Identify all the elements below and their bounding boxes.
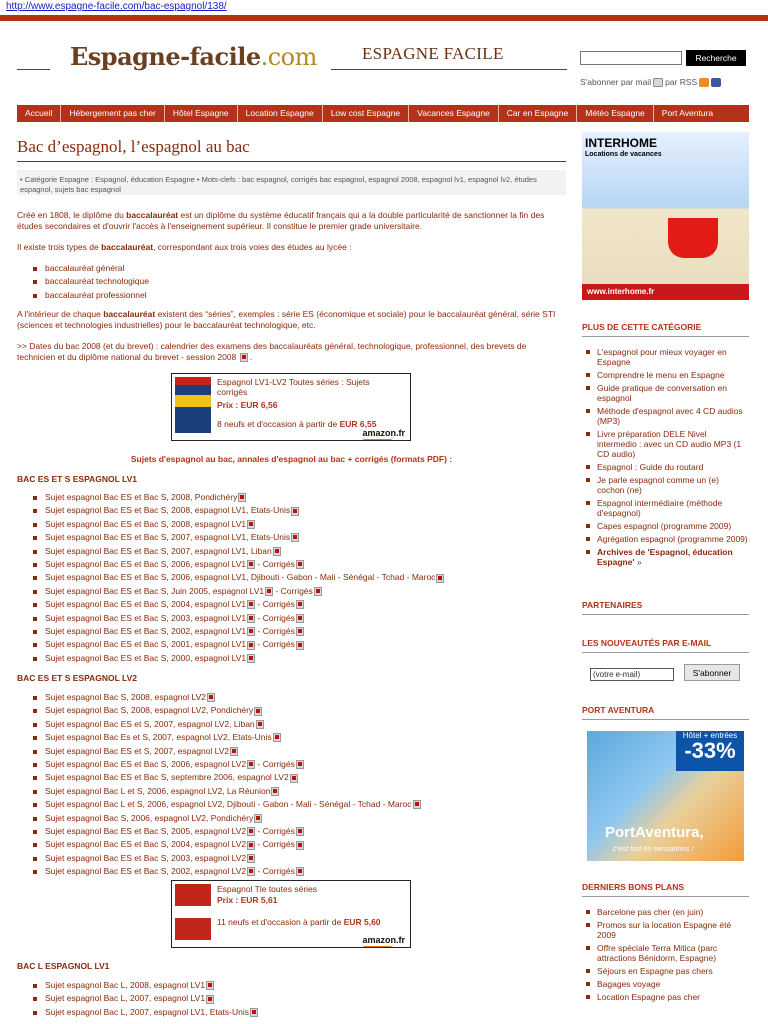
book-cover-image <box>175 884 211 940</box>
search-button[interactable]: Recherche <box>686 50 746 66</box>
pdf-icon <box>240 353 248 362</box>
sidebar-list-item <box>582 943 748 963</box>
ad-url: www.interhome.fr <box>582 284 749 300</box>
subject-list-item <box>30 865 421 878</box>
pdf-icon[interactable] <box>273 547 281 556</box>
pdf-icon[interactable] <box>247 841 255 850</box>
newsletter-subscribe-button[interactable]: S'abonner <box>684 664 740 681</box>
archives-link[interactable]: Archives de 'Espagnol, éducation Espagne' <box>597 547 733 567</box>
lv1-subjects-list <box>30 491 444 665</box>
corrections-link[interactable]: - Corrigés <box>255 839 295 850</box>
subscribe-row <box>580 77 721 87</box>
list-item: baccalauréat général <box>30 262 149 275</box>
subject-link[interactable]: Sujet espagnol Bac ES et Bac S, 2007, espagnol LV1, Etats-Unis <box>45 532 291 543</box>
nav-item-hotel[interactable]: Hôtel Espagne <box>165 105 238 122</box>
sidebar-list-item <box>582 521 748 531</box>
page-url-link[interactable]: http://www.espagne-facile.com/bac-espagnol/138/ <box>6 1 227 12</box>
subject-list-item <box>30 491 444 504</box>
subject-list-item <box>30 771 421 784</box>
sidebar-link[interactable]: Espagnol intermédiaire (méthode d'espagnol) <box>597 498 723 518</box>
subject-link[interactable]: Sujet espagnol Bac ES et S, 2007, espagnol LV2 <box>45 745 230 756</box>
subject-link[interactable]: Sujet espagnol Bac L et S, 2006, espagnol LV2, Djibouti - Gabon - Mali - Sénégal - Tchad - Maroc <box>45 799 412 810</box>
sidebar-list-item <box>582 992 748 1002</box>
subject-list-item <box>30 531 444 544</box>
sidebar-link[interactable]: Bagages voyage <box>597 979 661 989</box>
pdf-icon[interactable] <box>296 627 304 636</box>
sidebar-link[interactable]: Promos sur la location Espagne été 2009 <box>597 920 732 940</box>
list-item: baccalauréat professionnel <box>30 289 149 302</box>
pdf-icon[interactable] <box>206 995 214 1004</box>
pdf-icon[interactable] <box>247 827 255 836</box>
subject-list-item <box>30 585 444 598</box>
pdf-icon[interactable] <box>256 720 264 729</box>
nav-item-location[interactable]: Location Espagne <box>238 105 323 122</box>
sidebar-list-item <box>582 406 748 426</box>
sidebar-link[interactable]: Comprendre le menu en Espagne <box>597 370 725 380</box>
site-title: ESPAGNE FACILE <box>362 44 504 63</box>
sidebar-link[interactable]: Séjours en Espagne pas chers <box>597 966 713 976</box>
sidebar-list-item <box>582 547 748 567</box>
subject-list-item <box>30 798 421 811</box>
subscribe-rss-link[interactable]: par RSS <box>665 77 698 87</box>
subject-list-item <box>30 785 421 798</box>
pdf-icon[interactable] <box>206 981 214 990</box>
ad-brand: PortAventura, <box>605 824 704 841</box>
amazon-logo: amazon.fr <box>362 935 405 945</box>
pdf-icon[interactable] <box>207 693 215 702</box>
corrections-link[interactable]: - Corrigés <box>273 585 313 596</box>
page-title: Bac d’espagnol, l’espagnol au bac <box>17 137 250 156</box>
sidebar-link[interactable]: Location Espagne pas cher <box>597 992 701 1002</box>
corrections-link[interactable]: - Corrigés <box>255 599 295 610</box>
port-aventura-banner-ad[interactable] <box>587 731 744 861</box>
site-logo[interactable]: Espagne-facile.com <box>70 42 317 71</box>
nav-item-hebergement[interactable]: Hébergement pas cher <box>61 105 164 122</box>
newsletter-email-input[interactable]: (votre e-mail) <box>590 668 674 681</box>
more-category-list <box>582 347 748 570</box>
pdf-icon[interactable] <box>271 787 279 796</box>
pdf-icon[interactable] <box>296 641 304 650</box>
sidebar-heading-partners: PARTENAIRES <box>582 600 749 615</box>
subject-link[interactable]: Sujet espagnol Bac ES et Bac S, 2008, espagnol LV1, Etats-Unis <box>45 505 291 516</box>
post-meta: • Catégorie Espagne : Espagnol, éducation Espagne • Mots-clefs : bac espagnol, corrigés bac espagnol, espagnol 2008, espagnol lv1, espagnol lv2, études espagnol, sujets bac espagnol <box>17 170 566 195</box>
pdf-icon[interactable] <box>314 587 322 596</box>
sidebar-heading-deals: DERNIERS BONS PLANS <box>582 882 749 897</box>
corrections-link[interactable]: - Corrigés <box>255 825 295 836</box>
corrections-link[interactable]: - Corrigés <box>255 639 295 650</box>
subject-link[interactable]: Sujet espagnol Bac ES et Bac S, 2003, espagnol LV1 <box>45 612 247 623</box>
ad-brand: INTERHOME <box>585 136 657 150</box>
subject-list-item <box>30 758 421 771</box>
sidebar-list-item <box>582 907 748 917</box>
sidebar-link[interactable]: Guide pratique de conversation en espagnol <box>597 383 727 403</box>
intro-paragraph-2: Il existe trois types de baccalauréat, correspondant aux trois voies des études au lycée : <box>17 242 352 252</box>
pdf-icon[interactable] <box>296 600 304 609</box>
pdf-icon[interactable] <box>254 707 262 716</box>
sidebar-list-item <box>582 534 748 544</box>
archives-suffix: » <box>634 557 642 567</box>
subject-link[interactable]: Sujet espagnol Bac L, 2008, espagnol LV1 <box>45 980 206 990</box>
subject-list-item <box>30 979 258 992</box>
sidebar-list-item <box>582 966 748 976</box>
pdf-icon[interactable] <box>247 641 255 650</box>
subject-list-item <box>30 518 444 531</box>
pdf-icon[interactable] <box>247 867 255 876</box>
mail-icon[interactable] <box>653 78 663 87</box>
pdf-icon[interactable] <box>296 614 304 623</box>
subject-list-item <box>30 992 258 1005</box>
pdf-icon[interactable] <box>291 507 299 516</box>
sidebar-link[interactable]: Capes espagnol (programme 2009) <box>597 521 732 531</box>
pdf-icon[interactable] <box>290 774 298 783</box>
subject-list-item <box>30 625 444 638</box>
subject-link[interactable]: Sujet espagnol Bac ES et Bac S, 2002, espagnol LV1 <box>45 625 247 636</box>
corrections-link[interactable]: - Corrigés <box>255 758 295 769</box>
subject-link[interactable]: Sujet espagnol Bac ES et Bac S, Juin 2005, espagnol LV1 <box>45 585 265 596</box>
ad-slogan: c'est fort en sensations ! <box>613 844 694 853</box>
amazon-product-title[interactable]: Espagnol LV1-LV2 Toutes séries : Sujets corrigés <box>217 377 370 397</box>
subject-list-item <box>30 598 444 611</box>
subject-list-item <box>30 852 421 865</box>
bac-types-list <box>30 262 149 302</box>
nav-item-accueil[interactable]: Accueil <box>17 105 61 122</box>
list-item: baccalauréat technologique <box>30 275 149 288</box>
subject-list-item <box>30 1006 258 1019</box>
subject-list-item <box>30 558 444 571</box>
subject-list-item <box>30 838 421 851</box>
subject-link[interactable]: Sujet espagnol Bac S, 2006, espagnol LV2, Pondichéry <box>45 812 254 823</box>
subject-list-item <box>30 652 444 665</box>
pdf-icon[interactable] <box>247 560 255 569</box>
subject-list-item <box>30 704 421 717</box>
subject-link[interactable]: Sujet espagnol Bac ES et Bac S, 2001, espagnol LV1 <box>45 639 247 650</box>
corrections-link[interactable]: - Corrigés <box>255 866 295 877</box>
section-heading-bac-l: BAC L ESPAGNOL LV1 <box>17 961 110 971</box>
amazon-price: Prix : EUR 6,56 <box>217 400 278 410</box>
subject-list-item <box>30 718 421 731</box>
subject-link[interactable]: Sujet espagnol Bac ES et Bac S, 2008, espagnol LV1 <box>45 518 247 529</box>
pdf-icon[interactable] <box>296 760 304 769</box>
pdf-icon[interactable] <box>413 800 421 809</box>
pdf-icon[interactable] <box>273 733 281 742</box>
subject-list-item <box>30 731 421 744</box>
subject-link[interactable]: Sujet espagnol Bac S, 2008, espagnol LV2, Pondichéry <box>45 705 254 716</box>
sidebar-link[interactable]: Espagnol : Guide du routard <box>597 462 704 472</box>
pdf-icon[interactable] <box>247 600 255 609</box>
subject-link[interactable]: Sujet espagnol Bac ES et Bac S, 2006, espagnol LV1, Djibouti - Gabon - Mali - Sénégal - Tchad - Maroc <box>45 572 436 583</box>
sidebar-link[interactable]: Barcelone pas cher (en juin) <box>597 907 704 917</box>
sidebar-link[interactable]: Méthode d'espagnol avec 4 CD audios (MP3) <box>597 406 743 426</box>
sidebar-list-item <box>582 429 748 459</box>
sidebar-list-item <box>582 462 748 472</box>
pdf-icon[interactable] <box>238 493 246 502</box>
pdf-icon[interactable] <box>296 827 304 836</box>
amazon-widget-2[interactable] <box>171 880 411 948</box>
subject-link[interactable]: Sujet espagnol Bac ES et Bac S, 2004, espagnol LV2 <box>45 839 247 850</box>
interhome-banner-ad[interactable] <box>582 132 749 300</box>
facebook-icon[interactable] <box>711 78 721 87</box>
subjects-heading: Sujets d'espagnol au bac, annales d'espagnol au bac + corrigés (formats PDF) : <box>130 454 453 464</box>
dates-paragraph[interactable]: >> Dates du bac 2008 (et du brevet) : calendrier des examens des baccalauréats général, technologique, professionnel, des brevets de technicien et du diplôme national du brevet - session 2008 . <box>17 341 527 362</box>
main-nav <box>17 105 749 122</box>
subject-link[interactable]: Sujet espagnol Bac ES et Bac S, 2004, espagnol LV1 <box>45 599 247 610</box>
ad-tagline: Locations de vacances <box>585 151 662 158</box>
sidebar-heading-more: PLUS DE CETTE CATÉGORIE <box>582 322 749 337</box>
subject-list-item <box>30 812 421 825</box>
subject-list-item <box>30 825 421 838</box>
amazon-logo: amazon.fr <box>362 428 405 438</box>
sidebar-list-item <box>582 347 748 367</box>
subject-link[interactable]: Sujet espagnol Bac ES et Bac S, 2007, espagnol LV1, Liban <box>45 545 272 556</box>
subject-link[interactable]: Sujet espagnol Bac ES et Bac S, septembre 2006, espagnol LV2 <box>45 772 289 783</box>
subject-link[interactable]: Sujet espagnol Bac ES et Bac S, 2006, espagnol LV1 <box>45 558 247 569</box>
search-input[interactable] <box>580 51 682 65</box>
amazon-price: Prix : EUR 5,61 <box>217 895 278 905</box>
header-rule-left <box>17 69 50 70</box>
sidebar-link[interactable]: L'espagnol pour mieux voyager en Espagne <box>597 347 727 367</box>
lv2-subjects-list <box>30 691 421 878</box>
subject-link[interactable]: Sujet espagnol Bac L et S, 2006, espagnol LV2, La Réunion <box>45 785 271 796</box>
corrections-link[interactable]: - Corrigés <box>255 558 295 569</box>
intro-paragraph-1: Créé en 1808, le diplôme du baccalauréat est un diplôme du système éducatif français qui a la double particularité de sanctionner la fin des études secondaires et d'ouvrir l'accès à l'enseignement supérieur. Il constitue le premier grade universitaire. <box>17 210 545 231</box>
header-rule-right <box>331 69 567 70</box>
bac-l-subjects-list <box>30 979 258 1019</box>
sidebar-list-item <box>582 498 748 518</box>
sidebar-link[interactable]: Offre spéciale Terra Mitica (parc attractions Bénidorm, Espagne) <box>597 943 718 963</box>
sidebar-list-item <box>582 920 748 940</box>
pdf-icon[interactable] <box>247 760 255 769</box>
sidebar-list-item <box>582 370 748 380</box>
sidebar-heading-newsletter: LES NOUVEAUTÉS PAR E-MAIL <box>582 638 749 653</box>
nav-item-meteo[interactable]: Météo Espagne <box>577 105 654 122</box>
book-cover-image <box>175 377 211 433</box>
pdf-icon[interactable] <box>436 574 444 583</box>
ad-offer-badge: Hôtel + entrées -33% <box>676 731 744 771</box>
rss-icon[interactable] <box>699 78 709 87</box>
section-heading-lv2: BAC ES ET S ESPAGNOL LV2 <box>17 673 137 683</box>
subject-link[interactable]: Sujet espagnol Bac ES et Bac S, 2006, espagnol LV2 <box>45 758 247 769</box>
nav-item-port-aventura[interactable]: Port Aventura <box>661 108 714 118</box>
pdf-icon[interactable] <box>230 747 238 756</box>
sidebar-heading-port-aventura: PORT AVENTURA <box>582 705 749 720</box>
pdf-icon[interactable] <box>247 614 255 623</box>
subject-list-item <box>30 612 444 625</box>
pdf-icon[interactable] <box>254 814 262 823</box>
bucket-image <box>668 218 718 258</box>
pdf-icon[interactable] <box>247 654 255 663</box>
subject-list-item <box>30 638 444 651</box>
subject-link[interactable]: Sujet espagnol Bac ES et Bac S, 2005, espagnol LV2 <box>45 825 247 836</box>
subject-link[interactable]: Sujet espagnol Bac ES et Bac S, 2008, Pondichéry <box>45 492 238 502</box>
pdf-icon[interactable] <box>296 841 304 850</box>
subject-link[interactable]: Sujet espagnol Bac ES et Bac S, 2003, espagnol LV2 <box>45 852 247 863</box>
amazon-used-offer[interactable]: 11 neufs et d'occasion à partir de EUR 5,60 <box>217 917 381 927</box>
subject-list-item <box>30 545 444 558</box>
pdf-icon[interactable] <box>296 867 304 876</box>
subject-list-item <box>30 691 421 704</box>
subject-list-item <box>30 745 421 758</box>
subject-list-item <box>30 571 444 584</box>
pdf-icon[interactable] <box>247 854 255 863</box>
sidebar-link[interactable]: Agrégation espagnol (programme 2009) <box>597 534 748 544</box>
series-paragraph: A l'intérieur de chaque baccalauréat existent des “séries”, exemples : série ES (économique et sociale) pour le baccalauréat général, série STI (sciences et technologies industrielles) pour le baccalauréat technologique, etc. <box>17 309 556 330</box>
subject-link[interactable]: Sujet espagnol Bac S, 2008, espagnol LV2 <box>45 692 206 702</box>
deals-list <box>582 907 748 1005</box>
corrections-link[interactable]: - Corrigés <box>255 612 295 623</box>
sidebar-list-item <box>582 383 748 403</box>
pdf-icon[interactable] <box>265 587 273 596</box>
subject-link[interactable]: Sujet espagnol Bac L, 2007, espagnol LV1 <box>45 993 206 1004</box>
sidebar-link[interactable]: Livre préparation DELE Nivel intermedio : avec un CD audio MP3 (1 CD audio) <box>597 429 742 459</box>
subject-link[interactable]: Sujet espagnol Bac Es et S, 2007, espagnol LV2, Etats-Unis <box>45 732 272 743</box>
amazon-widget-1[interactable] <box>171 373 411 441</box>
sidebar-link[interactable]: Je parle espagnol comme un (e) cochon (ne) <box>597 475 719 495</box>
pdf-icon[interactable] <box>247 627 255 636</box>
pdf-icon[interactable] <box>291 533 299 542</box>
section-heading-lv1: BAC ES ET S ESPAGNOL LV1 <box>17 474 137 484</box>
corrections-link[interactable]: - Corrigés <box>255 625 295 636</box>
sidebar-list-item <box>582 475 748 495</box>
subject-link[interactable]: Sujet espagnol Bac ES et Bac S, 2000, espagnol LV1 <box>45 652 247 663</box>
nav-item-car[interactable]: Car en Espagne <box>499 105 577 122</box>
pdf-icon[interactable] <box>296 560 304 569</box>
pdf-icon[interactable] <box>250 1008 258 1017</box>
subject-link[interactable]: Sujet espagnol Bac ES et Bac S, 2002, espagnol LV2 <box>45 866 247 877</box>
subject-list-item <box>30 504 444 517</box>
subject-link[interactable]: Sujet espagnol Bac ES et S, 2007, espagnol LV2, Liban <box>45 718 255 729</box>
amazon-product-title[interactable]: Espagnol Tle toutes séries <box>217 884 318 894</box>
nav-item-low-cost[interactable]: Low cost Espagne <box>323 105 409 122</box>
pdf-icon[interactable] <box>247 520 255 529</box>
sidebar-list-item <box>582 979 748 989</box>
subscribe-mail-link[interactable]: S'abonner par mail <box>580 77 652 87</box>
nav-item-vacances[interactable]: Vacances Espagne <box>409 105 499 122</box>
title-divider <box>17 161 566 162</box>
amazon-used-offer[interactable]: 8 neufs et d'occasion à partir de EUR 6,55 <box>217 419 377 429</box>
subject-link[interactable]: Sujet espagnol Bac L, 2007, espagnol LV1, Etats-Unis <box>45 1006 249 1017</box>
